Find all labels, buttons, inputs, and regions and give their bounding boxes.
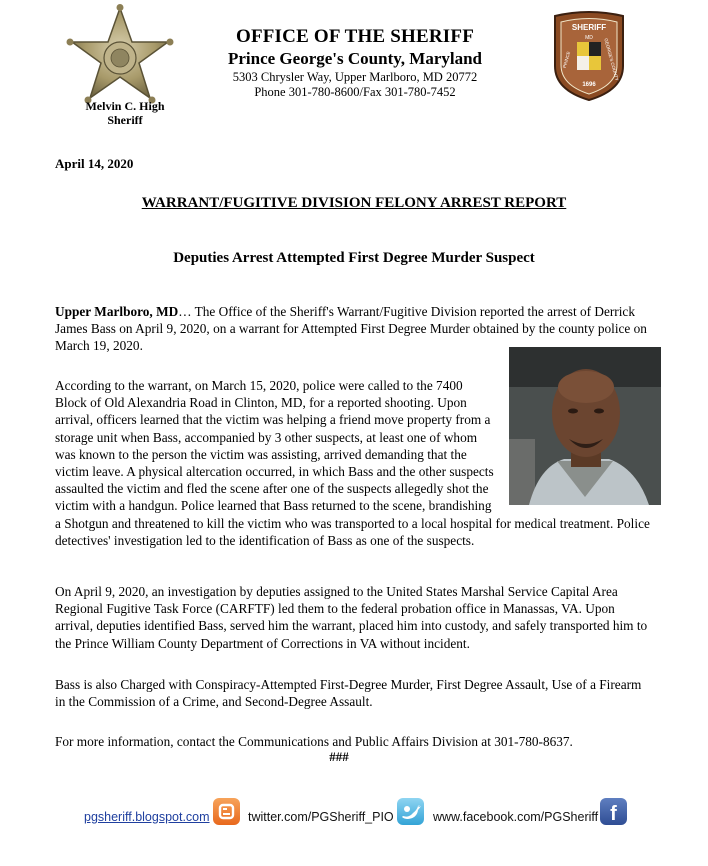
sheriff-patch-logo xyxy=(549,10,629,102)
patch-year: 1696 xyxy=(582,82,596,88)
paragraph-2-text: According to the warrant, on March 15, 2020, police were called to the 7400 Block of Old Alexandria Road in Clinton, MD, for a reported shooting. Upon arrival, officers learned that the victim was helping a friend move property from a storage unit when Bass, accompanied by 3 other suspects, at least one of whom was known to the person the victim was assisting, arrived demanding that the victim leave. A physical altercation occurred, in which Bass and the other suspects assaulted the victim and fled the scene after one of the suspects allegedly shot the victim with a handgun. Police learned that Bass returned to the scene, brandishing a Shotgun and threatened to kill the victim who was transported to a local hospital for medical treatment. Police detectives' investigation led to the identification of Bass as one of the suspects. xyxy=(55,378,650,548)
street-address: 5303 Chrysler Way, Upper Marlboro, MD 20772 xyxy=(232,70,478,84)
sheriff-star-badge xyxy=(66,4,174,104)
twitter-icon[interactable] xyxy=(397,798,424,825)
headline: Deputies Arrest Attempted First Degree Murder Suspect xyxy=(173,250,535,266)
sheriff-signature-block xyxy=(60,99,190,127)
twitter-link[interactable]: twitter.com/PGSheriff_PIO xyxy=(248,810,394,824)
release-date: April 14, 2020 xyxy=(55,156,134,171)
sheriff-title: Sheriff xyxy=(107,113,143,127)
patch-right-text: GEORGE'S COUNTY xyxy=(603,37,620,82)
office-title: OFFICE OF THE SHERIFF xyxy=(235,26,475,47)
paragraph-5: For more information, contact the Communications and Public Affairs Division at 301-780-8637. xyxy=(55,734,573,749)
end-mark: ### xyxy=(329,749,349,764)
facebook-glyph: f xyxy=(610,803,617,825)
phone-fax: Phone 301-780-8600/Fax 301-780-7452 xyxy=(254,85,456,99)
report-title: WARRANT/FUGITIVE DIVISION FELONY ARREST REPORT xyxy=(141,195,567,211)
facebook-link[interactable]: www.facebook.com/PGSheriff xyxy=(433,810,599,824)
blog-link[interactable]: pgsheriff.blogspot.com xyxy=(84,810,210,824)
county-title: Prince George's County, Maryland xyxy=(227,49,483,68)
contact-address xyxy=(180,70,530,100)
dateline: Upper Marlboro, MD xyxy=(55,304,179,319)
blogger-icon[interactable] xyxy=(213,798,240,825)
patch-mid-text: MD xyxy=(585,35,593,41)
patch-left-text: PRINCE xyxy=(561,50,572,69)
paragraph-4: Bass is also Charged with Conspiracy-Attempted First-Degree Murder, First Degree Assault, Use of a Firearm in the Commission of a Crime, and Second-Degree Assault. xyxy=(55,677,642,710)
paragraph-3: On April 9, 2020, an investigation by deputies assigned to the United States Marshal Service Capital Area Regional Fugitive Task Force (CARFTF) led them to the federal probation office in Manassas, VA. Upon arrival, deputies identified Bass, served him the warrant, placed him into custody, and safely transported him to the Prince William County Department of Corrections in VA without incident. xyxy=(55,584,648,651)
suspect-photo xyxy=(509,347,661,505)
patch-top-text: SHERIFF xyxy=(571,23,607,32)
sheriff-name: Melvin C. High xyxy=(85,99,165,113)
footer-social-links xyxy=(0,796,708,836)
paragraph-1-text: … The Office of the Sheriff's Warrant/Fugitive Division reported the arrest of Derrick James Bass on April 9, 2020, on a warrant for Attempted First Degree Murder obtained by the county police on March 19, 2020. xyxy=(55,304,647,354)
facebook-icon[interactable] xyxy=(600,798,627,825)
